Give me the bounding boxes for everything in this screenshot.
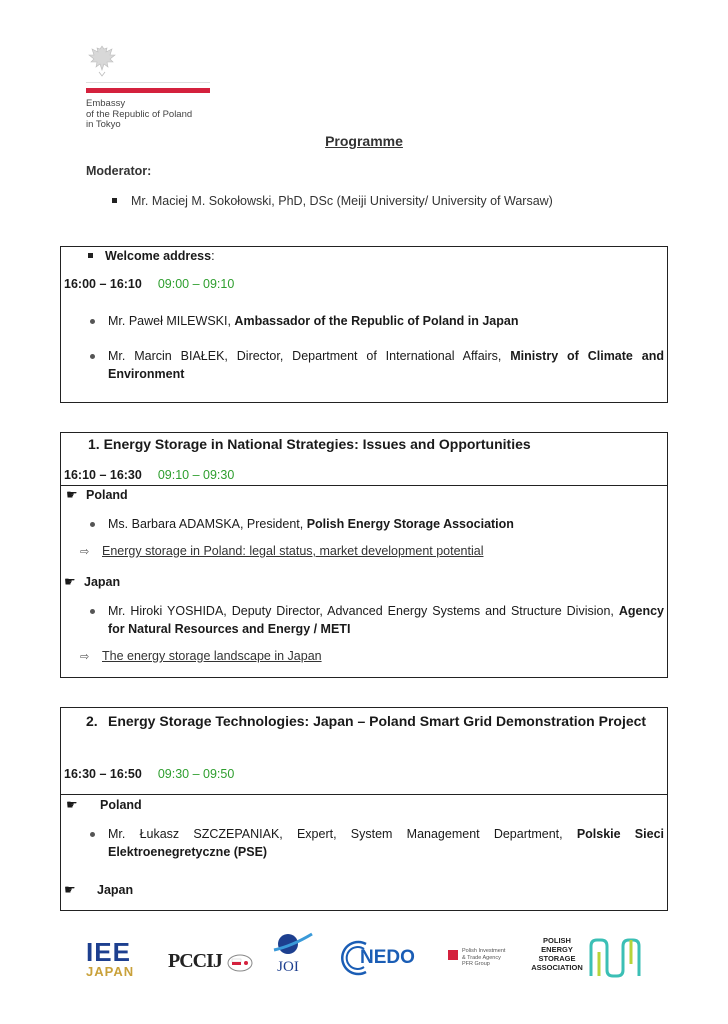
iee-japan-logo: IEE JAPAN xyxy=(86,937,135,979)
divider xyxy=(60,794,668,795)
joi-globe-icon xyxy=(270,930,316,958)
arrow-right-icon: ⇨ xyxy=(80,651,90,663)
pointing-hand-icon: ☛ xyxy=(66,487,78,502)
moderator-item xyxy=(112,194,553,208)
polish-eagle-emblem xyxy=(86,42,118,78)
bullet-icon xyxy=(90,319,95,324)
section-2-box xyxy=(60,707,668,911)
section-1-poland-speaker: Ms. Barbara ADAMSKA, President, Polish Energy Storage Association xyxy=(108,517,514,531)
bullet-icon xyxy=(90,522,95,527)
pesa-symbol-icon xyxy=(588,936,642,980)
section-1-poland-label: ☛ Poland xyxy=(66,487,128,502)
pointing-hand-icon: ☛ xyxy=(64,574,76,589)
moderator-label: Moderator: xyxy=(86,164,152,178)
bullet-icon xyxy=(90,609,95,614)
section-1-title: 1. Energy Storage in National Strategies: Issues and Opportunities xyxy=(88,436,531,452)
embassy-label: Embassy of the Republic of Poland in Tokyo xyxy=(86,98,193,130)
paih-logo: Polish Investment & Trade Agency PFR Group xyxy=(448,948,520,978)
section-1-japan-talk: ⇨ The energy storage landscape in Japan xyxy=(80,649,322,663)
time-alt: 09:00 – 09:10 xyxy=(157,277,235,291)
welcome-time xyxy=(64,277,234,291)
moderator-name: Mr. Maciej M. Sokołowski, PhD, DSc (Meiji University/ University of Warsaw) xyxy=(131,194,553,208)
section-1-japan-label: ☛ Japan xyxy=(64,574,121,589)
bullet-icon xyxy=(90,832,95,837)
pointing-hand-icon: ☛ xyxy=(66,797,78,812)
divider xyxy=(60,485,668,486)
section-1-japan-speaker: Mr. Hiroki YOSHIDA, Deputy Director, Advanced Energy Systems and Structure Division, Agency for Natural Resources and Energy / METI xyxy=(108,604,664,636)
pointing-hand-icon: ☛ xyxy=(64,882,76,897)
section-1-poland-talk: ⇨ Energy storage in Poland: legal status, market development potential xyxy=(80,544,484,558)
pesa-logo: POLISH ENERGY STORAGE ASSOCIATION xyxy=(528,936,644,982)
nedo-logo: NEDO xyxy=(340,940,416,976)
square-bullet-icon xyxy=(112,198,117,203)
pccij-flag-icon xyxy=(226,952,254,974)
section-2-number: 2. xyxy=(86,713,98,729)
bullet-icon xyxy=(90,354,95,359)
page-title: Programme xyxy=(325,133,403,149)
section-2-poland-label: ☛ Poland xyxy=(66,797,142,812)
arrow-right-icon: ⇨ xyxy=(80,546,90,558)
paih-mark-icon xyxy=(448,950,458,960)
welcome-speaker-2: Mr. Marcin BIAŁEK, Director, Department of International Affairs, Ministry of Climate and Environment xyxy=(108,349,664,381)
pccij-logo: PCCIJ xyxy=(168,950,254,980)
square-bullet-icon xyxy=(88,253,93,258)
joi-logo: JOI xyxy=(270,930,316,980)
section-2-poland-speaker: Mr. Łukasz SZCZEPANIAK, Expert, System Management Department, Polskie Sieci Elektroenegretyczne (PSE) xyxy=(108,827,664,859)
welcome-heading: Welcome address: xyxy=(88,249,215,263)
section-1-time: 16:10 – 16:30 09:10 – 09:30 xyxy=(64,468,235,482)
section-2-japan-label: ☛ Japan xyxy=(64,882,134,897)
time-main: 16:00 – 16:10 xyxy=(64,277,142,291)
welcome-speaker-1: Mr. Paweł MILEWSKI, Ambassador of the Republic of Poland in Japan xyxy=(108,314,519,328)
section-2-time: 16:30 – 16:50 09:30 – 09:50 xyxy=(64,767,235,781)
section-2-title: Energy Storage Technologies: Japan – Poland Smart Grid Demonstration Project xyxy=(108,713,647,729)
flag-red-stripe xyxy=(86,88,210,93)
